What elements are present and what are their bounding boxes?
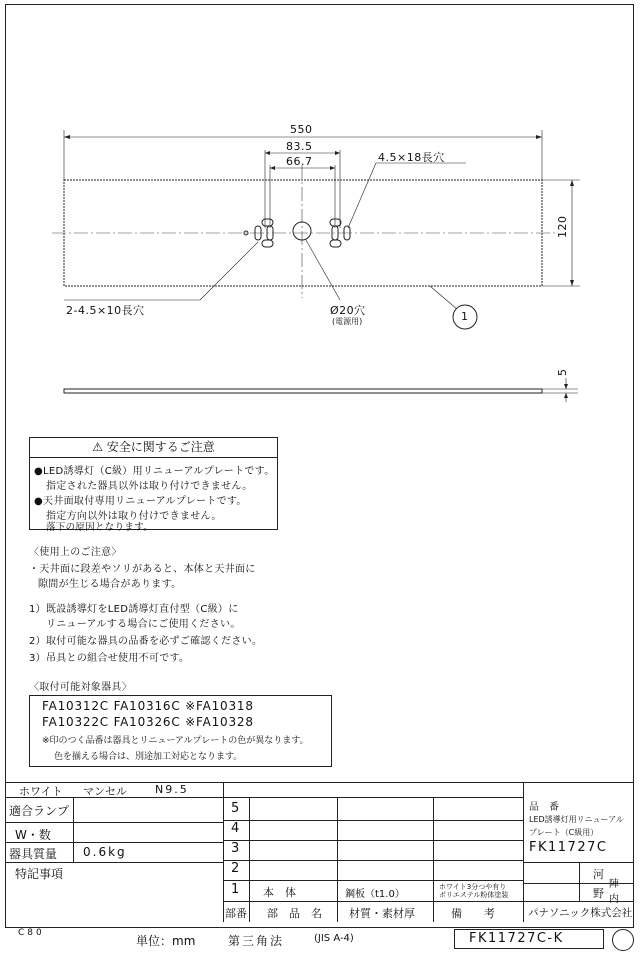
- title-block: [5, 782, 634, 922]
- dim-hole-note: (電源用): [332, 317, 363, 326]
- remarks-label: 特記事項: [15, 867, 64, 881]
- row-number: 5: [231, 801, 240, 816]
- drawing-number-box: [454, 929, 604, 949]
- dim-slot18: 4.5×18長穴: [378, 151, 445, 164]
- model-desc1: LED誘導灯用リニューアル: [529, 815, 624, 824]
- warning-line: 指定された器具以外は取り付けできません。: [46, 481, 253, 492]
- warning-icon: ⚠: [92, 440, 103, 454]
- lamp-label: 適合ランプ: [9, 804, 70, 818]
- warning-title: 安全に関するご注意: [106, 440, 215, 454]
- footer-code: C80: [18, 928, 45, 938]
- approval-sign: 野: [593, 887, 604, 900]
- usage-line: 隙間が生じる場合があります。: [38, 579, 182, 590]
- unit-label: 単位：mm: [136, 934, 196, 948]
- fixtures-note: ※印のつく品番は器具とリニューアルプレートの色が異なります。: [42, 736, 309, 746]
- usage-title: 〈使用上のご注意〉: [29, 547, 122, 558]
- usage-line: ・天井面に段差やソリがあると、本体と天井面に: [29, 564, 256, 575]
- revision-circle: [612, 929, 634, 951]
- warning-line: 落下の原因となります。: [46, 522, 154, 533]
- row-number: 4: [231, 821, 240, 836]
- dim-thickness: 5: [556, 368, 569, 376]
- header-no: 部番: [225, 907, 247, 920]
- row-number: 1: [231, 882, 240, 897]
- dim-120: 120: [556, 215, 569, 238]
- header-material: 材質・素材厚: [349, 907, 415, 920]
- fixtures-note: 色を揃える場合は、別途加工対応となります。: [54, 752, 243, 762]
- slot-right-top: [330, 219, 341, 226]
- slot-left-top: [262, 219, 273, 226]
- usage-line: 2）取付可能な器具の品番を必ずご確認ください。: [29, 636, 263, 647]
- row-number: 2: [231, 861, 240, 876]
- warning-line: ●LED誘導灯（C級）用リニューアルプレートです。: [34, 466, 275, 477]
- fixtures-title: 〈取付可能対象器具〉: [29, 682, 132, 693]
- plate-drawing: [0, 0, 640, 440]
- fixtures-row: FA10322C FA10326C ※FA10328: [42, 715, 254, 729]
- munsell-label: マンセル: [83, 785, 127, 798]
- dim-slot10: 2-4.5×10長穴: [66, 304, 145, 317]
- dim-550: 550: [290, 123, 313, 136]
- usage-line: 3）吊具との組合せ使用不可です。: [29, 653, 190, 664]
- model-label: 品 番: [529, 802, 559, 813]
- warning-line: 指定方向以外は取り付けできません。: [46, 511, 222, 522]
- header-name: 部 品 名: [267, 907, 322, 920]
- plate-side-view: [64, 389, 542, 393]
- part-name: 本 体: [263, 886, 296, 899]
- model-number: FK11727C: [529, 840, 608, 855]
- warning-header: [30, 438, 277, 458]
- weight-label: 器具質量: [9, 847, 58, 861]
- projection-label: 第三角法: [228, 934, 285, 948]
- paper-size: (JIS A-4): [314, 933, 354, 944]
- dim-83: 83.5: [286, 140, 313, 153]
- finish-line1: ホワイト3分つや有り: [439, 883, 507, 891]
- color-label: ホワイト: [19, 785, 63, 798]
- slot-right-bottom: [330, 240, 341, 247]
- fixtures-row: FA10312C FA10316C ※FA10318: [42, 699, 254, 713]
- usage-line: 1）既設誘導灯をLED誘導灯直付型（C級）に: [29, 604, 239, 615]
- approval-sign: 河: [593, 868, 604, 881]
- part-number: 1: [461, 310, 468, 323]
- header-remarks: 備 考: [451, 907, 495, 920]
- finish-line2: ポリエステル粉体塗装: [439, 891, 509, 899]
- weight-value: 0.6kg: [83, 845, 127, 859]
- drawing-number: FK11727C-K: [469, 931, 564, 946]
- munsell-value: N9.5: [155, 783, 189, 796]
- dim-66: 66.7: [286, 155, 313, 168]
- slot-left-bottom: [262, 240, 273, 247]
- dim-hole: Ø20穴: [330, 304, 366, 317]
- approval-sign: 内: [609, 894, 619, 905]
- company-name: パナソニック株式会社: [528, 907, 633, 919]
- fixtures-box: [29, 695, 332, 767]
- approval-sign: 陣: [609, 879, 619, 890]
- material: 鋼板（t1.0）: [345, 889, 405, 900]
- model-desc2: プレート（C級用）: [529, 828, 599, 837]
- row-number: 3: [231, 841, 240, 856]
- usage-line: リニューアルする場合にご使用ください。: [46, 619, 241, 630]
- warning-line: ●天井面取付専用リニューアルプレートです。: [34, 496, 247, 507]
- watt-label: W・数: [15, 828, 51, 842]
- safety-warning-box: [29, 437, 278, 533]
